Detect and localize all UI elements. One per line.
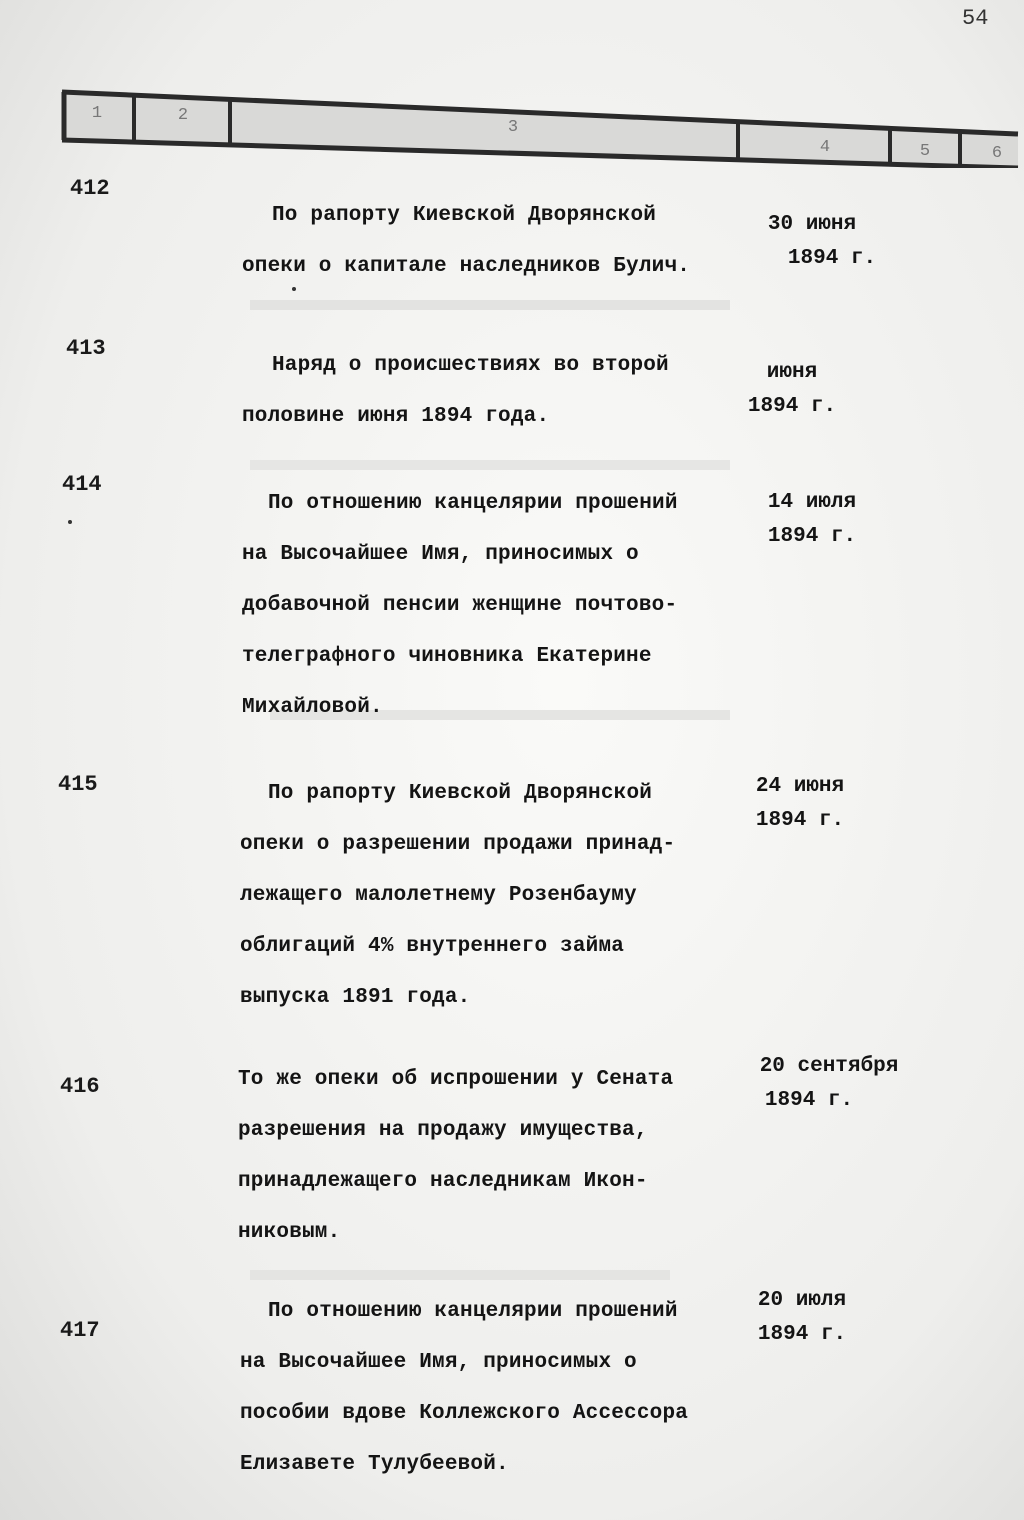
description-line: пособии вдове Коллежского Ассессора (240, 1402, 689, 1425)
entry-description (238, 1054, 673, 1258)
entry-description (242, 340, 669, 442)
description-line: По рапорту Киевской Дворянской (272, 204, 657, 227)
page-number: 54 (962, 6, 989, 31)
column-header-frame (60, 88, 1020, 168)
description-line: половине июня 1894 года. (242, 405, 550, 428)
description-line: По отношению канцелярии прошений (268, 492, 678, 515)
description-line: По рапорту Киевской Дворянской (268, 782, 653, 805)
header-col-5: 5 (919, 142, 931, 161)
description-line: облигаций 4% внутреннего займа (240, 935, 625, 958)
description-line: выпуска 1891 года. (240, 986, 471, 1009)
entry-description (240, 768, 675, 1023)
date-day: 14 июля (767, 491, 857, 514)
stray-mark (292, 287, 296, 291)
description-line: разрешения на продажу имущества, (238, 1119, 648, 1142)
date-day: 30 июня (767, 213, 857, 236)
description-line: По отношению канцелярии прошений (268, 1300, 678, 1323)
date-day: 20 сентября (759, 1055, 899, 1078)
entry-number: 416 (60, 1074, 100, 1099)
entry-date (744, 1050, 914, 1118)
bleed-through-mark (250, 1270, 670, 1280)
stray-mark (68, 520, 72, 524)
entry-number: 413 (66, 336, 106, 361)
description-line: лежащего малолетнему Розенбауму (240, 884, 637, 907)
entry-date (740, 770, 860, 838)
header-col-1: 1 (91, 104, 103, 123)
description-line: добавочной пенсии женщине почтово- (242, 594, 678, 617)
date-year: 1894 г. (764, 1089, 854, 1112)
description-line: опеки о капитале наследников Булич. (242, 255, 691, 278)
date-year: 1894 г. (747, 395, 837, 418)
header-col-3: 3 (507, 118, 519, 137)
entry-date (742, 208, 882, 276)
description-line: телеграфного чиновника Екатерине (242, 645, 652, 668)
entry-description (242, 190, 690, 292)
date-year: 1894 г. (767, 525, 857, 548)
description-line: на Высочайшее Имя, приносимых о (242, 543, 639, 566)
bleed-through-mark (250, 460, 730, 470)
description-line: на Высочайшее Имя, приносимых о (240, 1351, 637, 1374)
date-year: 1894 г. (787, 247, 877, 270)
header-col-2: 2 (177, 106, 189, 125)
date-day: 20 июля (757, 1289, 847, 1312)
entry-number: 415 (58, 772, 98, 797)
description-line: опеки о разрешении продажи принад- (240, 833, 676, 856)
entry-date (742, 1284, 862, 1352)
description-line: принадлежащего наследникам Икон- (238, 1170, 648, 1193)
header-col-6: 6 (991, 144, 1003, 163)
bleed-through-mark (250, 300, 730, 310)
entry-number: 414 (62, 472, 102, 497)
header-col-4: 4 (819, 138, 831, 157)
description-line: То же опеки об испрошении у Сената (238, 1068, 674, 1091)
date-year: 1894 г. (757, 1323, 847, 1346)
date-day: июня (766, 361, 818, 384)
description-line: Наряд о происшествиях во второй (272, 354, 669, 377)
date-day: 24 июня (755, 775, 845, 798)
description-line: Елизавете Тулубеевой. (240, 1453, 509, 1476)
entry-number: 417 (60, 1318, 100, 1343)
column-header-strip (60, 88, 1020, 168)
entry-number: 412 (70, 176, 110, 201)
entry-description (240, 1286, 688, 1490)
date-year: 1894 г. (755, 809, 845, 832)
entry-description (242, 478, 678, 733)
description-line: Михайловой. (242, 696, 383, 719)
description-line: никовым. (238, 1221, 341, 1244)
entry-date (752, 486, 872, 554)
entry-date (742, 356, 842, 424)
